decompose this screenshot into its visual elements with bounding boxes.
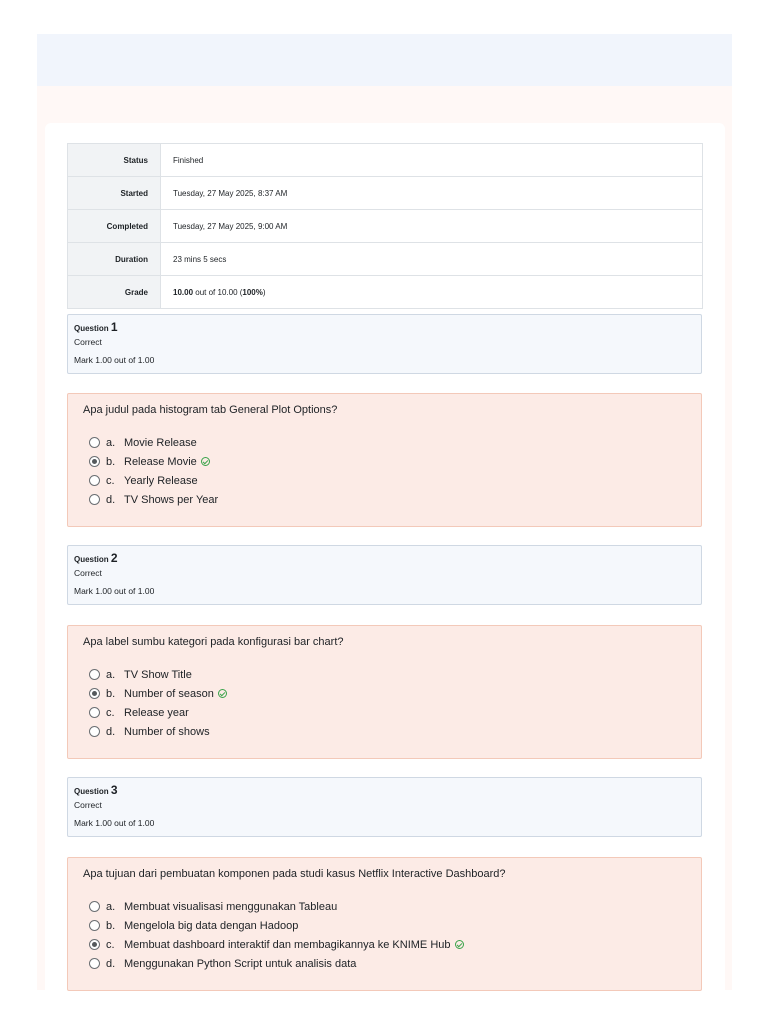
grade-close: ) xyxy=(262,287,266,297)
answer-letter: b. xyxy=(106,919,116,932)
answer-option-b[interactable] xyxy=(83,684,686,703)
question-text: Apa tujuan dari pembuatan komponen pada studi kasus Netflix Interactive Dashboard? xyxy=(83,868,506,880)
answer-letter: c. xyxy=(106,474,115,487)
answer-option-b[interactable] xyxy=(83,916,686,935)
answer-text: Mengelola big data dengan Hadoop xyxy=(124,919,299,932)
radio-button-icon[interactable] xyxy=(89,494,100,505)
radio-button-icon[interactable] xyxy=(89,939,100,950)
grade-out-of: out of 10.00 ( xyxy=(193,287,243,297)
answer-option-a[interactable] xyxy=(83,665,686,684)
question-text: Apa label sumbu kategori pada konfigurasi bar chart? xyxy=(83,636,344,648)
question-state: Correct xyxy=(74,337,102,347)
radio-button-icon[interactable] xyxy=(89,726,100,737)
answer-option-a[interactable] xyxy=(83,433,686,452)
answer-letter: a. xyxy=(106,436,116,449)
summary-value xyxy=(161,276,703,309)
radio-button-icon[interactable] xyxy=(89,920,100,931)
summary-row-duration xyxy=(68,243,703,276)
answer-text: Membuat visualisasi menggunakan Tableau xyxy=(124,900,338,913)
grade-percent: 100% xyxy=(242,287,263,297)
answer-letter: d. xyxy=(106,493,116,506)
radio-button-icon[interactable] xyxy=(89,688,100,699)
summary-row-grade xyxy=(68,276,703,309)
summary-value: Tuesday, 27 May 2025, 8:37 AM xyxy=(161,177,703,210)
answer-option-d[interactable] xyxy=(83,954,686,973)
summary-row-status xyxy=(68,144,703,177)
answer-text: Number of shows xyxy=(124,725,210,738)
radio-button-icon[interactable] xyxy=(89,456,100,467)
radio-button-icon[interactable] xyxy=(89,707,100,718)
question-info-1 xyxy=(67,314,702,374)
question-number: 3 xyxy=(110,783,118,797)
check-circle-icon xyxy=(201,457,210,466)
summary-value: Finished xyxy=(161,144,703,177)
radio-button-icon[interactable] xyxy=(89,958,100,969)
answer-text: TV Shows per Year xyxy=(124,493,219,506)
radio-button-icon[interactable] xyxy=(89,901,100,912)
answer-option-d[interactable] xyxy=(83,490,686,509)
answer-list xyxy=(83,897,686,973)
grade-score: 10.00 xyxy=(173,287,194,297)
answer-option-a[interactable] xyxy=(83,897,686,916)
question-prefix: Question xyxy=(74,555,109,564)
question-number: 2 xyxy=(110,551,118,565)
question-info-2 xyxy=(67,545,702,605)
answer-text: TV Show Title xyxy=(124,668,192,681)
answer-letter: d. xyxy=(106,957,116,970)
answer-letter: c. xyxy=(106,706,115,719)
answer-text: Menggunakan Python Script untuk analisis data xyxy=(124,957,357,970)
answer-text: Movie Release xyxy=(124,436,197,449)
summary-label: Started xyxy=(68,177,161,210)
answer-letter: b. xyxy=(106,455,116,468)
page-header-band xyxy=(37,34,732,86)
answer-letter: d. xyxy=(106,725,116,738)
question-title xyxy=(74,551,695,565)
answer-list xyxy=(83,665,686,741)
question-formulation-1 xyxy=(67,393,702,527)
question-formulation-3 xyxy=(67,857,702,991)
summary-label: Completed xyxy=(68,210,161,243)
radio-button-icon[interactable] xyxy=(89,437,100,448)
question-formulation-2 xyxy=(67,625,702,759)
answer-letter: a. xyxy=(106,900,116,913)
answer-text: Release Movie xyxy=(124,455,197,468)
question-prefix: Question xyxy=(74,324,109,333)
answer-text: Membuat dashboard interaktif dan membagikannya ke KNIME Hub xyxy=(124,938,451,951)
quiz-summary-table xyxy=(67,143,703,309)
summary-row-completed xyxy=(68,210,703,243)
radio-button-icon[interactable] xyxy=(89,475,100,486)
answer-letter: c. xyxy=(106,938,115,951)
question-number: 1 xyxy=(110,320,118,334)
summary-label: Duration xyxy=(68,243,161,276)
answer-letter: b. xyxy=(106,687,116,700)
answer-letter: a. xyxy=(106,668,116,681)
question-title xyxy=(74,783,695,797)
answer-option-c[interactable] xyxy=(83,471,686,490)
answer-option-d[interactable] xyxy=(83,722,686,741)
answer-text: Number of season xyxy=(124,687,214,700)
summary-value: Tuesday, 27 May 2025, 9:00 AM xyxy=(161,210,703,243)
question-mark: Mark 1.00 out of 1.00 xyxy=(74,355,155,365)
answer-text: Release year xyxy=(124,706,189,719)
question-mark: Mark 1.00 out of 1.00 xyxy=(74,818,155,828)
answer-text: Yearly Release xyxy=(124,474,198,487)
summary-label: Grade xyxy=(68,276,161,309)
answer-option-b[interactable] xyxy=(83,452,686,471)
question-title xyxy=(74,320,695,334)
check-circle-icon xyxy=(218,689,227,698)
question-prefix: Question xyxy=(74,787,109,796)
answer-list xyxy=(83,433,686,509)
check-circle-icon xyxy=(455,940,464,949)
question-info-3 xyxy=(67,777,702,837)
question-text: Apa judul pada histogram tab General Plot Options? xyxy=(83,404,338,416)
summary-label: Status xyxy=(68,144,161,177)
question-mark: Mark 1.00 out of 1.00 xyxy=(74,586,155,596)
radio-button-icon[interactable] xyxy=(89,669,100,680)
summary-row-started xyxy=(68,177,703,210)
answer-option-c[interactable] xyxy=(83,935,686,954)
question-state: Correct xyxy=(74,800,102,810)
answer-option-c[interactable] xyxy=(83,703,686,722)
summary-value: 23 mins 5 secs xyxy=(161,243,703,276)
question-state: Correct xyxy=(74,568,102,578)
